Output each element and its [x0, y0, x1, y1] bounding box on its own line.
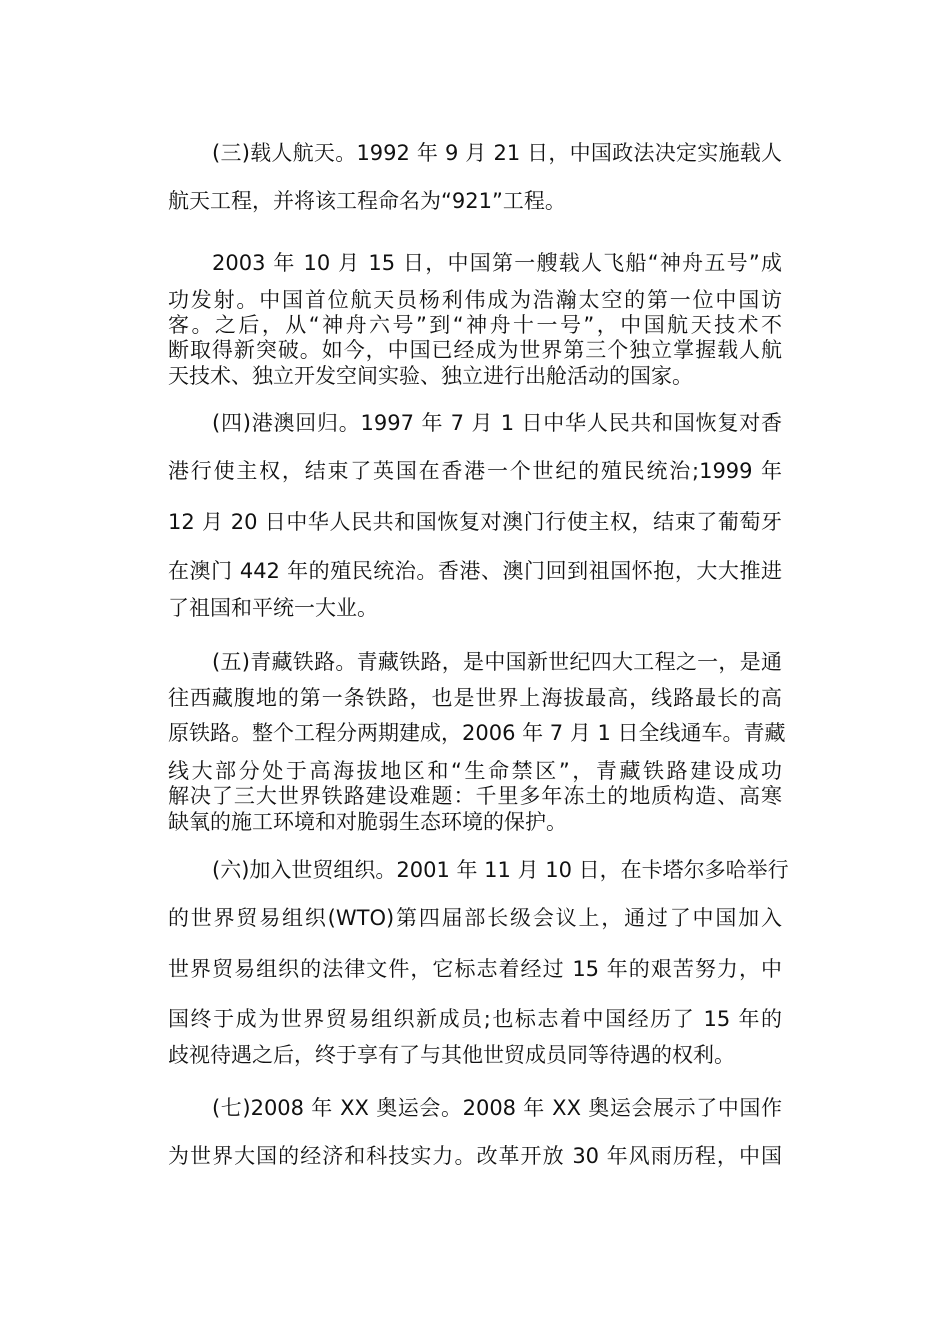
text-line: 天技术、独立开发空间实验、独立进行出舱活动的国家。 — [168, 364, 693, 388]
text-line: 12 月 20 日中华人民共和国恢复对澳门行使主权，结束了葡萄牙 — [168, 510, 782, 534]
text-line: 港行使主权，结束了英国在香港一个世纪的殖民统治;1999 年 — [168, 459, 782, 483]
text-line: (四)港澳回归。1997 年 7 月 1 日中华人民共和国恢复对香 — [212, 411, 782, 435]
text-line: 线大部分处于高海拔地区和“生命禁区”，青藏铁路建设成功 — [168, 759, 782, 783]
text-line: (五)青藏铁路。青藏铁路，是中国新世纪四大工程之一，是通 — [212, 650, 782, 674]
text-line: 国终于成为世界贸易组织新成员;也标志着中国经历了 15 年的 — [168, 1007, 782, 1031]
text-line: (三)载人航天。1992 年 9 月 21 日，中国政法决定实施载人 — [212, 141, 782, 165]
text-line: 了祖国和平统一大业。 — [168, 596, 378, 620]
text-line: 2003 年 10 月 15 日，中国第一艘载人飞船“神舟五号”成 — [212, 251, 782, 275]
text-line: 客。之后，从“神舟六号”到“神舟十一号”，中国航天技术不 — [168, 313, 782, 337]
text-line: 歧视待遇之后，终于享有了与其他世贸成员同等待遇的权利。 — [168, 1043, 735, 1067]
text-line: 缺氧的施工环境和对脆弱生态环境的保护。 — [168, 810, 567, 834]
text-line: 世界贸易组织的法律文件，它标志着经过 15 年的艰苦努力，中 — [168, 957, 782, 981]
text-line: 原铁路。整个工程分两期建成，2006 年 7 月 1 日全线通车。青藏 — [168, 721, 786, 745]
text-line: (七)2008 年 XX 奥运会。2008 年 XX 奥运会展示了中国作 — [212, 1096, 782, 1120]
text-line: 航天工程，并将该工程命名为“921”工程。 — [168, 189, 566, 213]
text-line: 在澳门 442 年的殖民统治。香港、澳门回到祖国怀抱，大大推进 — [168, 559, 782, 583]
text-line: 往西藏腹地的第一条铁路，也是世界上海拔最高，线路最长的高 — [168, 686, 782, 710]
text-line: 断取得新突破。如今，中国已经成为世界第三个独立掌握载人航 — [168, 338, 782, 362]
text-line: 为世界大国的经济和科技实力。改革开放 30 年风雨历程，中国 — [168, 1144, 782, 1168]
text-line: 解决了三大世界铁路建设难题：千里多年冻土的地质构造、高寒 — [168, 784, 782, 808]
text-line: (六)加入世贸组织。2001 年 11 月 10 日，在卡塔尔多哈举行 — [212, 858, 789, 882]
text-line: 的世界贸易组织(WTO)第四届部长级会议上，通过了中国加入 — [168, 906, 782, 930]
text-line: 功发射。中国首位航天员杨利伟成为浩瀚太空的第一位中国访 — [168, 288, 782, 312]
